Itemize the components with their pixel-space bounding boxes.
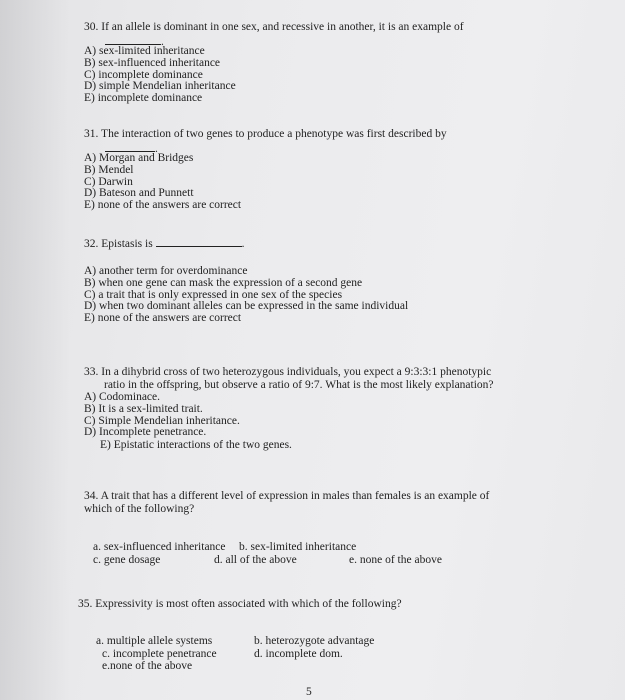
option-b: B) Mendel	[84, 163, 134, 176]
option-c: C) Darwin	[84, 175, 133, 188]
option-a: A) sex-limited inheritance	[84, 45, 205, 57]
page-number: 5	[306, 686, 312, 698]
option-e: e.none of the above	[102, 660, 193, 672]
option-c: C) incomplete dominance	[84, 68, 203, 81]
option-d: D) simple Mendelian inheritance	[84, 80, 236, 93]
page-shadow	[0, 0, 70, 700]
question-stem: 32. Epistasis is .	[84, 238, 245, 250]
option-d: d. incomplete dom.	[254, 647, 343, 660]
option-a: A) Codominace.	[84, 391, 161, 403]
option-a: A) Morgan and Bridges	[84, 152, 194, 164]
question-stem: 34. A trait that has a different level of expression in males than females is an example of	[84, 490, 490, 502]
option-a: a. sex-influenced inheritance	[93, 541, 226, 553]
option-e: E) none of the answers are correct	[84, 312, 242, 325]
option-e: E) incomplete dominance	[84, 92, 203, 105]
option-e: e. none of the above	[349, 553, 442, 566]
answer-blank-line: .	[84, 34, 464, 46]
question-30	[84, 21, 464, 105]
option-d: D) Bateson and Punnett	[84, 187, 194, 200]
option-b: B) sex-influenced inheritance	[84, 56, 221, 69]
option-c: c. gene dosage	[93, 553, 161, 566]
question-31	[84, 128, 447, 212]
option-a: A) another term for overdominance	[84, 265, 248, 277]
option-c: C) Simple Mendelian inheritance.	[84, 414, 240, 427]
option-b: B) It is a sex-limited trait.	[84, 402, 203, 415]
option-a: a. multiple allele systems	[96, 635, 213, 647]
option-b: B) when one gene can mask the expression of a second gene	[84, 276, 363, 289]
answer-blank-line: .	[84, 141, 447, 153]
question-33	[84, 366, 494, 452]
question-stem: 33. In a dihybrid cross of two heterozygous individuals, you expect a 9:3:3:1 phenotypic	[84, 366, 492, 378]
question-34-options	[93, 541, 493, 566]
question-stem-cont: ratio in the offspring, but observe a ratio of 9:7. What is the most likely explanation?	[104, 379, 494, 391]
question-stem: 30. If an allele is dominant in one sex, and recessive in another, it is an example of	[84, 21, 464, 33]
option-d: d. all of the above	[214, 553, 297, 566]
option-b: b. heterozygote advantage	[254, 635, 375, 647]
option-b: b. sex-limited inheritance	[239, 541, 357, 553]
question-34	[84, 490, 489, 516]
option-e: E) none of the answers are correct	[84, 199, 242, 212]
option-d: D) when two dominant alleles can be expressed in the same individual	[84, 300, 409, 313]
option-e: E) Epistatic interactions of the two genes.	[100, 439, 292, 452]
question-35	[78, 598, 402, 611]
option-c: c. incomplete penetrance	[102, 647, 217, 660]
option-d: D) Incomplete penetrance.	[84, 426, 207, 439]
question-35-options	[96, 635, 496, 673]
question-stem: 35. Expressivity is most often associated with which of the following?	[78, 598, 402, 610]
question-32	[84, 236, 408, 325]
option-c: C) a trait that is only expressed in one sex of the species	[84, 288, 343, 301]
question-stem-cont: which of the following?	[84, 503, 195, 515]
question-stem: 31. The interaction of two genes to produce a phenotype was first described by	[84, 128, 447, 140]
